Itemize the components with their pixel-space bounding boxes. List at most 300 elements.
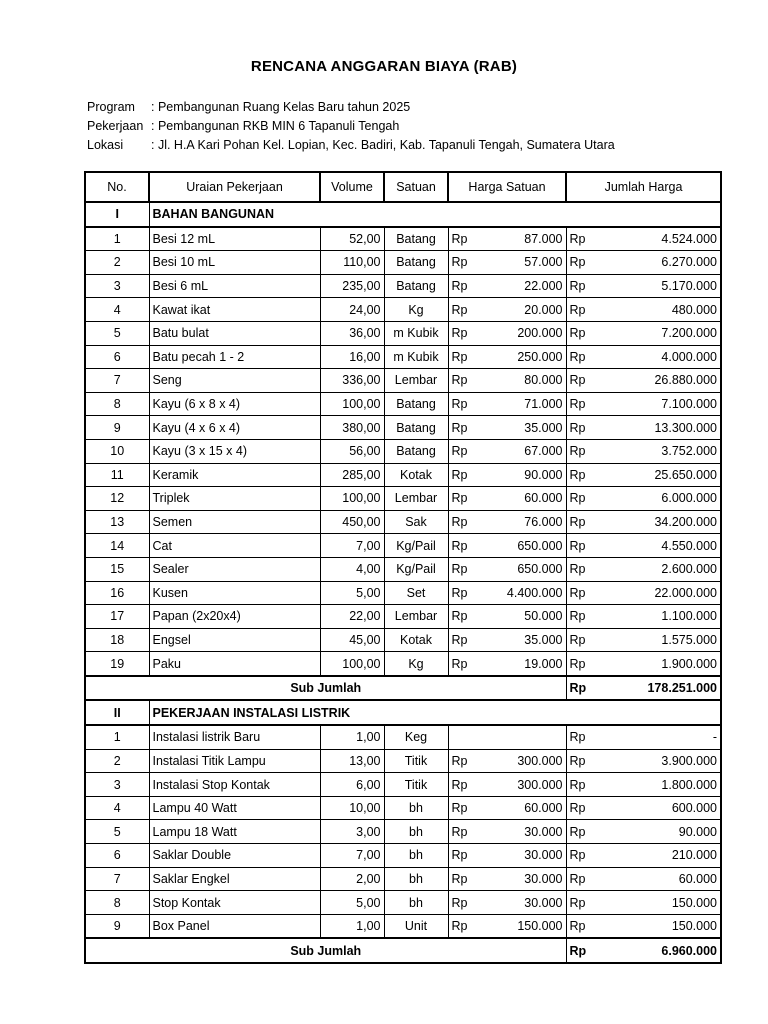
item-volume: 56,00 bbox=[320, 439, 384, 463]
header-jumlah-harga: Jumlah Harga bbox=[566, 172, 721, 202]
item-harga-satuan bbox=[448, 605, 566, 629]
amount-value: 19.000 bbox=[524, 656, 563, 671]
amount-value: 60.000 bbox=[524, 801, 563, 816]
table-row bbox=[85, 628, 721, 652]
section-name: BAHAN BANGUNAN bbox=[149, 202, 721, 227]
item-satuan: Batang bbox=[384, 439, 448, 463]
amount-value: 210.000 bbox=[671, 848, 717, 863]
amount-value: 178.251.000 bbox=[647, 681, 717, 696]
table-row bbox=[85, 820, 721, 844]
document-title: RENCANA ANGGARAN BIAYA (RAB) bbox=[250, 58, 518, 75]
amount-value: 1.575.000 bbox=[661, 632, 717, 647]
item-harga-satuan bbox=[448, 369, 566, 393]
table-row bbox=[85, 652, 721, 676]
amount-value: 22.000.000 bbox=[654, 585, 717, 600]
item-harga-satuan bbox=[448, 652, 566, 676]
item-volume: 7,00 bbox=[320, 534, 384, 558]
item-jumlah-harga bbox=[566, 345, 721, 369]
item-volume: 1,00 bbox=[320, 725, 384, 749]
item-volume: 110,00 bbox=[320, 251, 384, 275]
amount-value: 7.200.000 bbox=[661, 326, 717, 341]
header-harga-satuan: Harga Satuan bbox=[448, 172, 566, 202]
currency-label: Rp bbox=[451, 420, 468, 435]
item-harga-satuan bbox=[448, 867, 566, 891]
item-volume: 380,00 bbox=[320, 416, 384, 440]
amount-value: 480.000 bbox=[671, 302, 717, 317]
currency-label: Rp bbox=[569, 919, 586, 934]
item-jumlah-harga bbox=[566, 251, 721, 275]
item-uraian: Instalasi Titik Lampu bbox=[149, 749, 320, 773]
item-no: 1 bbox=[85, 725, 149, 749]
item-jumlah-harga bbox=[566, 392, 721, 416]
item-uraian: Semen bbox=[149, 510, 320, 534]
currency-label: Rp bbox=[451, 538, 468, 553]
item-satuan: Batang bbox=[384, 416, 448, 440]
currency-label: Rp bbox=[451, 326, 468, 341]
table-row bbox=[85, 557, 721, 581]
item-uraian: Kayu (3 x 15 x 4) bbox=[149, 439, 320, 463]
item-jumlah-harga bbox=[566, 773, 721, 797]
item-satuan: Lembar bbox=[384, 487, 448, 511]
amount-value: 1.100.000 bbox=[661, 609, 717, 624]
meta-value: : Jl. H.A Kari Pohan Kel. Lopian, Kec. Badiri, Kab. Tapanuli Tengah, Sumatera Utara bbox=[151, 138, 615, 152]
item-jumlah-harga bbox=[566, 557, 721, 581]
item-no: 6 bbox=[85, 345, 149, 369]
currency-label: Rp bbox=[569, 491, 586, 506]
table-row bbox=[85, 867, 721, 891]
item-uraian: Batu bulat bbox=[149, 321, 320, 345]
item-satuan: bh bbox=[384, 796, 448, 820]
item-jumlah-harga bbox=[566, 820, 721, 844]
currency-label: Rp bbox=[569, 632, 586, 647]
item-uraian: Paku bbox=[149, 652, 320, 676]
amount-value: - bbox=[712, 730, 717, 745]
table-row bbox=[85, 796, 721, 820]
item-uraian: Cat bbox=[149, 534, 320, 558]
item-harga-satuan bbox=[448, 749, 566, 773]
item-no: 3 bbox=[85, 773, 149, 797]
meta-pekerjaan bbox=[87, 119, 399, 133]
item-jumlah-harga bbox=[566, 581, 721, 605]
currency-label: Rp bbox=[451, 231, 468, 246]
item-uraian: Saklar Engkel bbox=[149, 867, 320, 891]
meta-value: : Pembangunan RKB MIN 6 Tapanuli Tengah bbox=[151, 119, 400, 133]
currency-label: Rp bbox=[451, 919, 468, 934]
table-row bbox=[85, 487, 721, 511]
item-harga-satuan bbox=[448, 628, 566, 652]
table-row bbox=[85, 321, 721, 345]
item-satuan: bh bbox=[384, 820, 448, 844]
item-satuan: Titik bbox=[384, 749, 448, 773]
currency-label: Rp bbox=[451, 562, 468, 577]
table-row bbox=[85, 463, 721, 487]
amount-value: 650.000 bbox=[517, 538, 563, 553]
item-volume: 4,00 bbox=[320, 557, 384, 581]
section-number: I bbox=[85, 202, 149, 227]
item-volume: 3,00 bbox=[320, 820, 384, 844]
item-harga-satuan bbox=[448, 439, 566, 463]
currency-label: Rp bbox=[451, 515, 468, 530]
table-row bbox=[85, 510, 721, 534]
currency-label: Rp bbox=[569, 730, 586, 745]
amount-value: 30.000 bbox=[524, 824, 563, 839]
item-no: 4 bbox=[85, 796, 149, 820]
currency-label: Rp bbox=[451, 349, 468, 364]
item-uraian: Stop Kontak bbox=[149, 891, 320, 915]
amount-value: 6.000.000 bbox=[661, 491, 717, 506]
currency-label: Rp bbox=[569, 397, 586, 412]
amount-value: 30.000 bbox=[524, 848, 563, 863]
amount-value: 13.300.000 bbox=[654, 420, 717, 435]
item-satuan: bh bbox=[384, 891, 448, 915]
item-jumlah-harga bbox=[566, 725, 721, 749]
item-uraian: Box Panel bbox=[149, 914, 320, 938]
table-row bbox=[85, 251, 721, 275]
item-jumlah-harga bbox=[566, 298, 721, 322]
amount-value: 30.000 bbox=[524, 895, 563, 910]
item-volume: 336,00 bbox=[320, 369, 384, 393]
subtotal-label: Sub Jumlah bbox=[85, 676, 566, 701]
item-uraian: Sealer bbox=[149, 557, 320, 581]
currency-label: Rp bbox=[569, 326, 586, 341]
item-jumlah-harga bbox=[566, 274, 721, 298]
header-volume: Volume bbox=[320, 172, 384, 202]
item-uraian: Instalasi listrik Baru bbox=[149, 725, 320, 749]
item-harga-satuan bbox=[448, 416, 566, 440]
item-no: 2 bbox=[85, 749, 149, 773]
meta-label: Program bbox=[87, 100, 135, 114]
currency-label: Rp bbox=[569, 895, 586, 910]
item-jumlah-harga bbox=[566, 652, 721, 676]
item-uraian: Kayu (4 x 6 x 4) bbox=[149, 416, 320, 440]
amount-value: 4.524.000 bbox=[661, 231, 717, 246]
table-row bbox=[85, 345, 721, 369]
amount-value: 90.000 bbox=[678, 824, 717, 839]
item-satuan: bh bbox=[384, 844, 448, 868]
amount-value: 71.000 bbox=[524, 397, 563, 412]
amount-value: 90.000 bbox=[524, 467, 563, 482]
table-row bbox=[85, 773, 721, 797]
item-no: 13 bbox=[85, 510, 149, 534]
table-row bbox=[85, 298, 721, 322]
item-satuan: bh bbox=[384, 867, 448, 891]
item-harga-satuan bbox=[448, 581, 566, 605]
item-satuan: Unit bbox=[384, 914, 448, 938]
item-harga-satuan bbox=[448, 227, 566, 251]
amount-value: 3.900.000 bbox=[661, 753, 717, 768]
item-uraian: Kusen bbox=[149, 581, 320, 605]
amount-value: 150.000 bbox=[671, 919, 717, 934]
item-jumlah-harga bbox=[566, 487, 721, 511]
item-volume: 52,00 bbox=[320, 227, 384, 251]
item-uraian: Besi 6 mL bbox=[149, 274, 320, 298]
item-satuan: Lembar bbox=[384, 605, 448, 629]
currency-label: Rp bbox=[451, 609, 468, 624]
item-satuan: Batang bbox=[384, 392, 448, 416]
item-jumlah-harga bbox=[566, 628, 721, 652]
currency-label: Rp bbox=[451, 848, 468, 863]
currency-label: Rp bbox=[451, 255, 468, 270]
subtotal-row bbox=[85, 676, 721, 701]
amount-value: 150.000 bbox=[671, 895, 717, 910]
item-jumlah-harga bbox=[566, 463, 721, 487]
currency-label: Rp bbox=[569, 349, 586, 364]
table-row bbox=[85, 914, 721, 938]
item-satuan: Kotak bbox=[384, 463, 448, 487]
meta-program bbox=[87, 100, 410, 114]
amount-value: 1.900.000 bbox=[661, 656, 717, 671]
subtotal-value bbox=[566, 676, 721, 701]
item-harga-satuan bbox=[448, 463, 566, 487]
item-jumlah-harga bbox=[566, 534, 721, 558]
item-satuan: m Kubik bbox=[384, 321, 448, 345]
item-harga-satuan bbox=[448, 487, 566, 511]
currency-label: Rp bbox=[451, 753, 468, 768]
item-uraian: Papan (2x20x4) bbox=[149, 605, 320, 629]
amount-value: 50.000 bbox=[524, 609, 563, 624]
amount-value: 3.752.000 bbox=[661, 444, 717, 459]
item-harga-satuan bbox=[448, 510, 566, 534]
item-jumlah-harga bbox=[566, 844, 721, 868]
currency-label: Rp bbox=[569, 609, 586, 624]
currency-label: Rp bbox=[569, 562, 586, 577]
item-no: 9 bbox=[85, 416, 149, 440]
currency-label: Rp bbox=[451, 302, 468, 317]
item-satuan: m Kubik bbox=[384, 345, 448, 369]
item-jumlah-harga bbox=[566, 749, 721, 773]
item-uraian: Keramik bbox=[149, 463, 320, 487]
item-no: 15 bbox=[85, 557, 149, 581]
meta-value: : Pembangunan Ruang Kelas Baru tahun 2025 bbox=[151, 100, 411, 114]
item-jumlah-harga bbox=[566, 321, 721, 345]
amount-value: 35.000 bbox=[524, 420, 563, 435]
table-row bbox=[85, 844, 721, 868]
item-uraian: Seng bbox=[149, 369, 320, 393]
currency-label: Rp bbox=[451, 467, 468, 482]
item-no: 17 bbox=[85, 605, 149, 629]
item-no: 1 bbox=[85, 227, 149, 251]
amount-value: 250.000 bbox=[517, 349, 563, 364]
item-uraian: Lampu 18 Watt bbox=[149, 820, 320, 844]
amount-value: 67.000 bbox=[524, 444, 563, 459]
item-satuan: Set bbox=[384, 581, 448, 605]
amount-value: 87.000 bbox=[524, 231, 563, 246]
amount-value: 6.270.000 bbox=[661, 255, 717, 270]
currency-label: Rp bbox=[569, 801, 586, 816]
currency-label: Rp bbox=[451, 871, 468, 886]
item-satuan: Batang bbox=[384, 227, 448, 251]
currency-label: Rp bbox=[569, 753, 586, 768]
currency-label: Rp bbox=[451, 444, 468, 459]
item-no: 5 bbox=[85, 321, 149, 345]
currency-label: Rp bbox=[451, 491, 468, 506]
amount-value: 34.200.000 bbox=[654, 515, 717, 530]
currency-label: Rp bbox=[569, 255, 586, 270]
item-jumlah-harga bbox=[566, 369, 721, 393]
currency-label: Rp bbox=[569, 777, 586, 792]
item-uraian: Saklar Double bbox=[149, 844, 320, 868]
item-volume: 1,00 bbox=[320, 914, 384, 938]
item-harga-satuan bbox=[448, 392, 566, 416]
table-row bbox=[85, 749, 721, 773]
amount-value: 4.000.000 bbox=[661, 349, 717, 364]
item-no: 9 bbox=[85, 914, 149, 938]
amount-value: 300.000 bbox=[517, 753, 563, 768]
item-jumlah-harga bbox=[566, 891, 721, 915]
item-harga-satuan bbox=[448, 534, 566, 558]
amount-value: 2.600.000 bbox=[661, 562, 717, 577]
item-uraian: Lampu 40 Watt bbox=[149, 796, 320, 820]
item-harga-satuan bbox=[448, 796, 566, 820]
item-satuan: Kg bbox=[384, 298, 448, 322]
item-uraian: Batu pecah 1 - 2 bbox=[149, 345, 320, 369]
amount-value: 150.000 bbox=[517, 919, 563, 934]
item-harga-satuan bbox=[448, 914, 566, 938]
currency-label: Rp bbox=[569, 871, 586, 886]
currency-label: Rp bbox=[569, 538, 586, 553]
meta-label: Pekerjaan bbox=[87, 119, 144, 133]
table-row bbox=[85, 274, 721, 298]
item-satuan: Keg bbox=[384, 725, 448, 749]
item-satuan: Kg/Pail bbox=[384, 557, 448, 581]
item-jumlah-harga bbox=[566, 796, 721, 820]
currency-label: Rp bbox=[569, 656, 586, 671]
item-harga-satuan bbox=[448, 274, 566, 298]
subtotal-row bbox=[85, 938, 721, 963]
item-no: 11 bbox=[85, 463, 149, 487]
item-volume: 235,00 bbox=[320, 274, 384, 298]
item-no: 16 bbox=[85, 581, 149, 605]
item-no: 10 bbox=[85, 439, 149, 463]
currency-label: Rp bbox=[451, 373, 468, 388]
amount-value: 30.000 bbox=[524, 871, 563, 886]
currency-label: Rp bbox=[569, 420, 586, 435]
item-volume: 100,00 bbox=[320, 652, 384, 676]
amount-value: 80.000 bbox=[524, 373, 563, 388]
header-satuan: Satuan bbox=[384, 172, 448, 202]
item-volume: 2,00 bbox=[320, 867, 384, 891]
currency-label: Rp bbox=[451, 585, 468, 600]
item-jumlah-harga bbox=[566, 914, 721, 938]
item-satuan: Kg/Pail bbox=[384, 534, 448, 558]
amount-value: 57.000 bbox=[524, 255, 563, 270]
item-jumlah-harga bbox=[566, 416, 721, 440]
table-row bbox=[85, 369, 721, 393]
item-no: 8 bbox=[85, 891, 149, 915]
item-volume: 5,00 bbox=[320, 891, 384, 915]
currency-label: Rp bbox=[569, 681, 587, 696]
item-uraian: Besi 12 mL bbox=[149, 227, 320, 251]
item-no: 7 bbox=[85, 369, 149, 393]
amount-value: 26.880.000 bbox=[654, 373, 717, 388]
table-row bbox=[85, 605, 721, 629]
amount-value: 300.000 bbox=[517, 777, 563, 792]
table-row bbox=[85, 725, 721, 749]
currency-label: Rp bbox=[451, 824, 468, 839]
amount-value: 25.650.000 bbox=[654, 467, 717, 482]
item-uraian: Kawat ikat bbox=[149, 298, 320, 322]
item-volume: 16,00 bbox=[320, 345, 384, 369]
header-no: No. bbox=[85, 172, 149, 202]
amount-value: 6.960.000 bbox=[661, 943, 717, 958]
item-no: 3 bbox=[85, 274, 149, 298]
table-row bbox=[85, 534, 721, 558]
item-satuan: Batang bbox=[384, 274, 448, 298]
item-volume: 45,00 bbox=[320, 628, 384, 652]
currency-label: Rp bbox=[569, 373, 586, 388]
item-no: 12 bbox=[85, 487, 149, 511]
amount-value: 650.000 bbox=[517, 562, 563, 577]
item-no: 7 bbox=[85, 867, 149, 891]
item-volume: 100,00 bbox=[320, 487, 384, 511]
amount-value: 4.400.000 bbox=[506, 585, 563, 600]
item-uraian: Instalasi Stop Kontak bbox=[149, 773, 320, 797]
table-row bbox=[85, 439, 721, 463]
meta-label: Lokasi bbox=[87, 138, 124, 152]
currency-label: Rp bbox=[451, 279, 468, 294]
currency-label: Rp bbox=[451, 895, 468, 910]
currency-label: Rp bbox=[569, 824, 586, 839]
item-volume: 22,00 bbox=[320, 605, 384, 629]
item-no: 19 bbox=[85, 652, 149, 676]
item-harga-satuan bbox=[448, 844, 566, 868]
item-uraian: Engsel bbox=[149, 628, 320, 652]
currency-label: Rp bbox=[569, 848, 586, 863]
currency-label: Rp bbox=[569, 943, 587, 958]
currency-label: Rp bbox=[569, 585, 586, 600]
item-harga-satuan bbox=[448, 298, 566, 322]
item-jumlah-harga bbox=[566, 227, 721, 251]
item-harga-satuan bbox=[448, 820, 566, 844]
currency-label: Rp bbox=[451, 801, 468, 816]
item-harga-satuan bbox=[448, 725, 566, 749]
item-harga-satuan bbox=[448, 773, 566, 797]
item-uraian: Besi 10 mL bbox=[149, 251, 320, 275]
currency-label: Rp bbox=[569, 515, 586, 530]
amount-value: 5.170.000 bbox=[661, 279, 717, 294]
item-uraian: Triplek bbox=[149, 487, 320, 511]
item-satuan: Titik bbox=[384, 773, 448, 797]
item-satuan: Kotak bbox=[384, 628, 448, 652]
amount-value: 200.000 bbox=[517, 326, 563, 341]
section-row bbox=[85, 700, 721, 725]
currency-label: Rp bbox=[569, 444, 586, 459]
amount-value: 20.000 bbox=[524, 302, 563, 317]
table-header-row bbox=[85, 172, 721, 202]
currency-label: Rp bbox=[569, 279, 586, 294]
item-satuan: Lembar bbox=[384, 369, 448, 393]
amount-value: 60.000 bbox=[524, 491, 563, 506]
item-jumlah-harga bbox=[566, 867, 721, 891]
amount-value: 4.550.000 bbox=[661, 538, 717, 553]
table-body bbox=[85, 202, 721, 963]
item-no: 8 bbox=[85, 392, 149, 416]
item-no: 14 bbox=[85, 534, 149, 558]
section-name: PEKERJAAN INSTALASI LISTRIK bbox=[149, 700, 721, 725]
item-satuan: Sak bbox=[384, 510, 448, 534]
subtotal-label: Sub Jumlah bbox=[85, 938, 566, 963]
amount-value: 7.100.000 bbox=[661, 397, 717, 412]
amount-value: 76.000 bbox=[524, 515, 563, 530]
meta-lokasi bbox=[87, 138, 615, 152]
item-volume: 5,00 bbox=[320, 581, 384, 605]
item-no: 2 bbox=[85, 251, 149, 275]
item-harga-satuan bbox=[448, 345, 566, 369]
item-volume: 13,00 bbox=[320, 749, 384, 773]
item-no: 18 bbox=[85, 628, 149, 652]
amount-value: 35.000 bbox=[524, 632, 563, 647]
header-uraian: Uraian Pekerjaan bbox=[149, 172, 320, 202]
